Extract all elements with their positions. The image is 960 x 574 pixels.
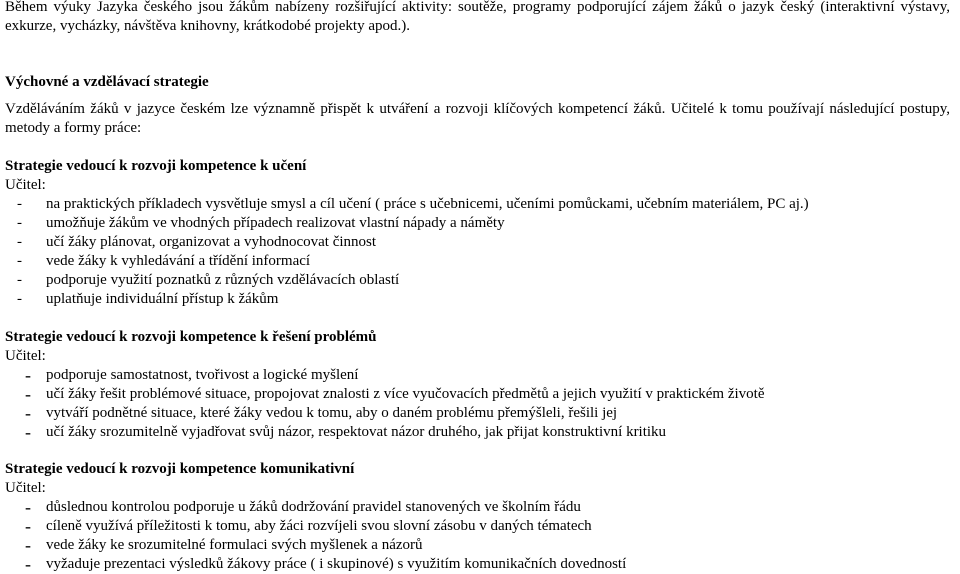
bullet-dash: - — [25, 365, 31, 385]
bullet-dash: - — [25, 422, 31, 442]
bullet-list-learning — [5, 195, 950, 309]
list-item: - vede žáky k vyhledávání a třídění informací — [17, 253, 311, 269]
bullet-dash: - — [17, 253, 22, 269]
list-item: - umožňuje žákům ve vhodných případech realizovat vlastní nápady a náměty — [17, 215, 505, 231]
list-item: - důslednou kontrolou podporuje u žáků dodržování pravidel stanovených ve školním řádu — [25, 497, 581, 517]
bullet-dash: - — [17, 291, 22, 307]
bullet-dash: - — [25, 535, 31, 555]
bullet-dash: - — [17, 215, 22, 231]
strategies-paragraph: Vzděláváním žáků v jazyce českém lze významně přispět k utváření a rozvoji klíčových kompetencí žáků. Učitelé k tomu používají následující postupy, metody a formy práce: — [5, 101, 950, 136]
bullet-dash: - — [17, 234, 22, 250]
section-label-learning: Učitel: — [5, 177, 46, 193]
list-item: - učí žáky řešit problémové situace, propojovat znalosti z více vyučovacích předmětů a jejich využití v praktickém životě — [25, 384, 765, 404]
bullet-dash: - — [25, 403, 31, 423]
section-heading-problem-solving: Strategie vedoucí k rozvoji kompetence k řešení problémů — [5, 329, 377, 345]
list-item: - učí žáky plánovat, organizovat a vyhodnocovat činnost — [17, 234, 377, 250]
list-item: - cíleně využívá příležitosti k tomu, aby žáci rozvíjeli svou slovní zásobu v daných tématech — [25, 516, 592, 536]
list-item: - vede žáky ke srozumitelné formulaci svých myšlenek a názorů — [25, 535, 423, 555]
list-item: - podporuje samostatnost, tvořivost a logické myšlení — [25, 365, 359, 385]
list-item: - podporuje využití poznatků z různých vzdělávacích oblastí — [17, 272, 400, 288]
bullet-dash: - — [17, 272, 22, 288]
list-item: - uplatňuje individuální přístup k žákům — [17, 291, 279, 307]
section-heading-learning: Strategie vedoucí k rozvoji kompetence k učení — [5, 158, 307, 174]
section-label-communication: Učitel: — [5, 480, 46, 496]
bullet-dash: - — [25, 554, 31, 574]
bullet-dash: - — [25, 516, 31, 536]
intro-paragraph: Během výuky Jazyka českého jsou žákům nabízeny rozšiřující aktivity: soutěže, programy podporující zájem žáků o jazyk český (interaktivní výstavy, exkurze, vycházky, návštěva knihovny, krátkodobé projekty apod.). — [5, 0, 950, 34]
bullet-dash: - — [25, 384, 31, 404]
list-item: - učí žáky srozumitelně vyjadřovat svůj názor, respektovat názor druhého, jak přijat konstruktivní kritiku — [25, 422, 667, 442]
bullet-list-communication — [5, 498, 950, 574]
list-item: - vytváří podnětné situace, které žáky vedou k tomu, aby o daném problému přemýšleli, řešili jej — [25, 403, 618, 423]
list-item: - vyžaduje prezentaci výsledků žákovy práce ( i skupinové) s využitím komunikačních dovedností — [25, 554, 627, 574]
section-label-problem-solving: Učitel: — [5, 348, 46, 364]
list-item: - na praktických příkladech vysvětluje smysl a cíl učení ( práce s učebnicemi, učeními pomůckami, učebním materiálem, PC aj.) — [17, 196, 809, 212]
bullet-list-problem-solving — [5, 366, 950, 442]
section-heading-communication: Strategie vedoucí k rozvoji kompetence komunikativní — [5, 461, 355, 477]
bullet-dash: - — [17, 196, 22, 212]
strategies-heading: Výchovné a vzdělávací strategie — [5, 74, 209, 90]
bullet-dash: - — [25, 497, 31, 517]
